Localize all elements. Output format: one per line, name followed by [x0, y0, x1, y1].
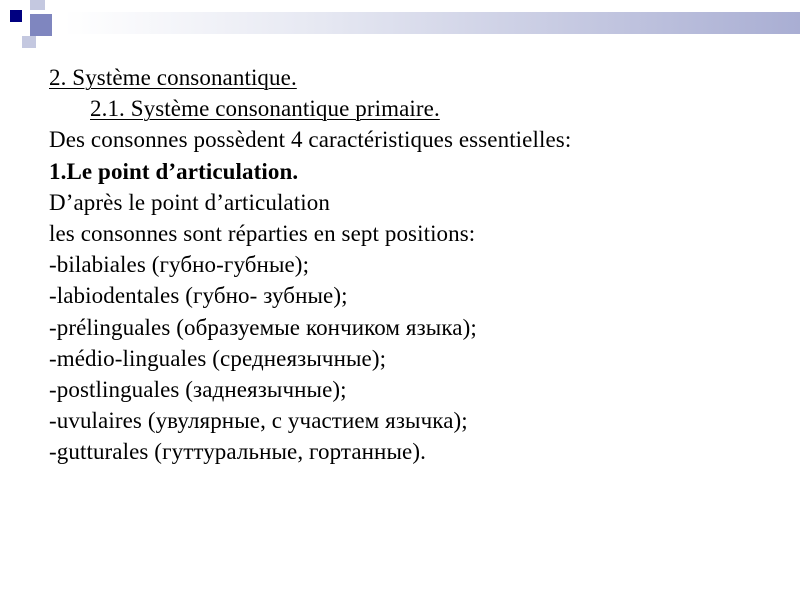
intro-text: Des consonnes possèdent 4 caractéristiques essentielles:	[49, 127, 572, 153]
header-decoration	[0, 0, 800, 50]
position-item-medio-linguales: -médio-linguales (среднеязычные);	[49, 345, 387, 371]
position-item-gutturales: -gutturales (гуттуральные, гортанные).	[49, 439, 426, 465]
position-item-bilabiales: -bilabiales (губно-губные);	[49, 252, 310, 278]
position-item-uvulaires: -uvulaires (увулярные, с участием язычка);	[49, 408, 468, 434]
body-line: les consonnes sont réparties en sept positions:	[49, 221, 476, 247]
header-band	[64, 12, 800, 34]
position-item-postlinguales: -postlinguales (заднеязычные);	[49, 377, 347, 403]
body-line: D’après le point d’articulation	[49, 189, 330, 215]
deco-square-mid	[30, 14, 52, 36]
deco-square-light-bottom	[22, 36, 36, 48]
position-item-labiodentales: -labiodentales (губно- зубные);	[49, 283, 348, 309]
deco-square-dark	[10, 10, 22, 22]
deco-square-light-top	[30, 0, 45, 10]
feature-title: 1.Le point d’articulation.	[49, 158, 299, 184]
section-heading: 2. Système consonantique.	[49, 65, 297, 90]
subsection-heading: 2.1. Système consonantique primaire.	[90, 96, 440, 122]
position-item-prelinguales: -prélinguales (образуемые кончиком языка);	[49, 314, 477, 340]
slide-content	[49, 62, 779, 468]
